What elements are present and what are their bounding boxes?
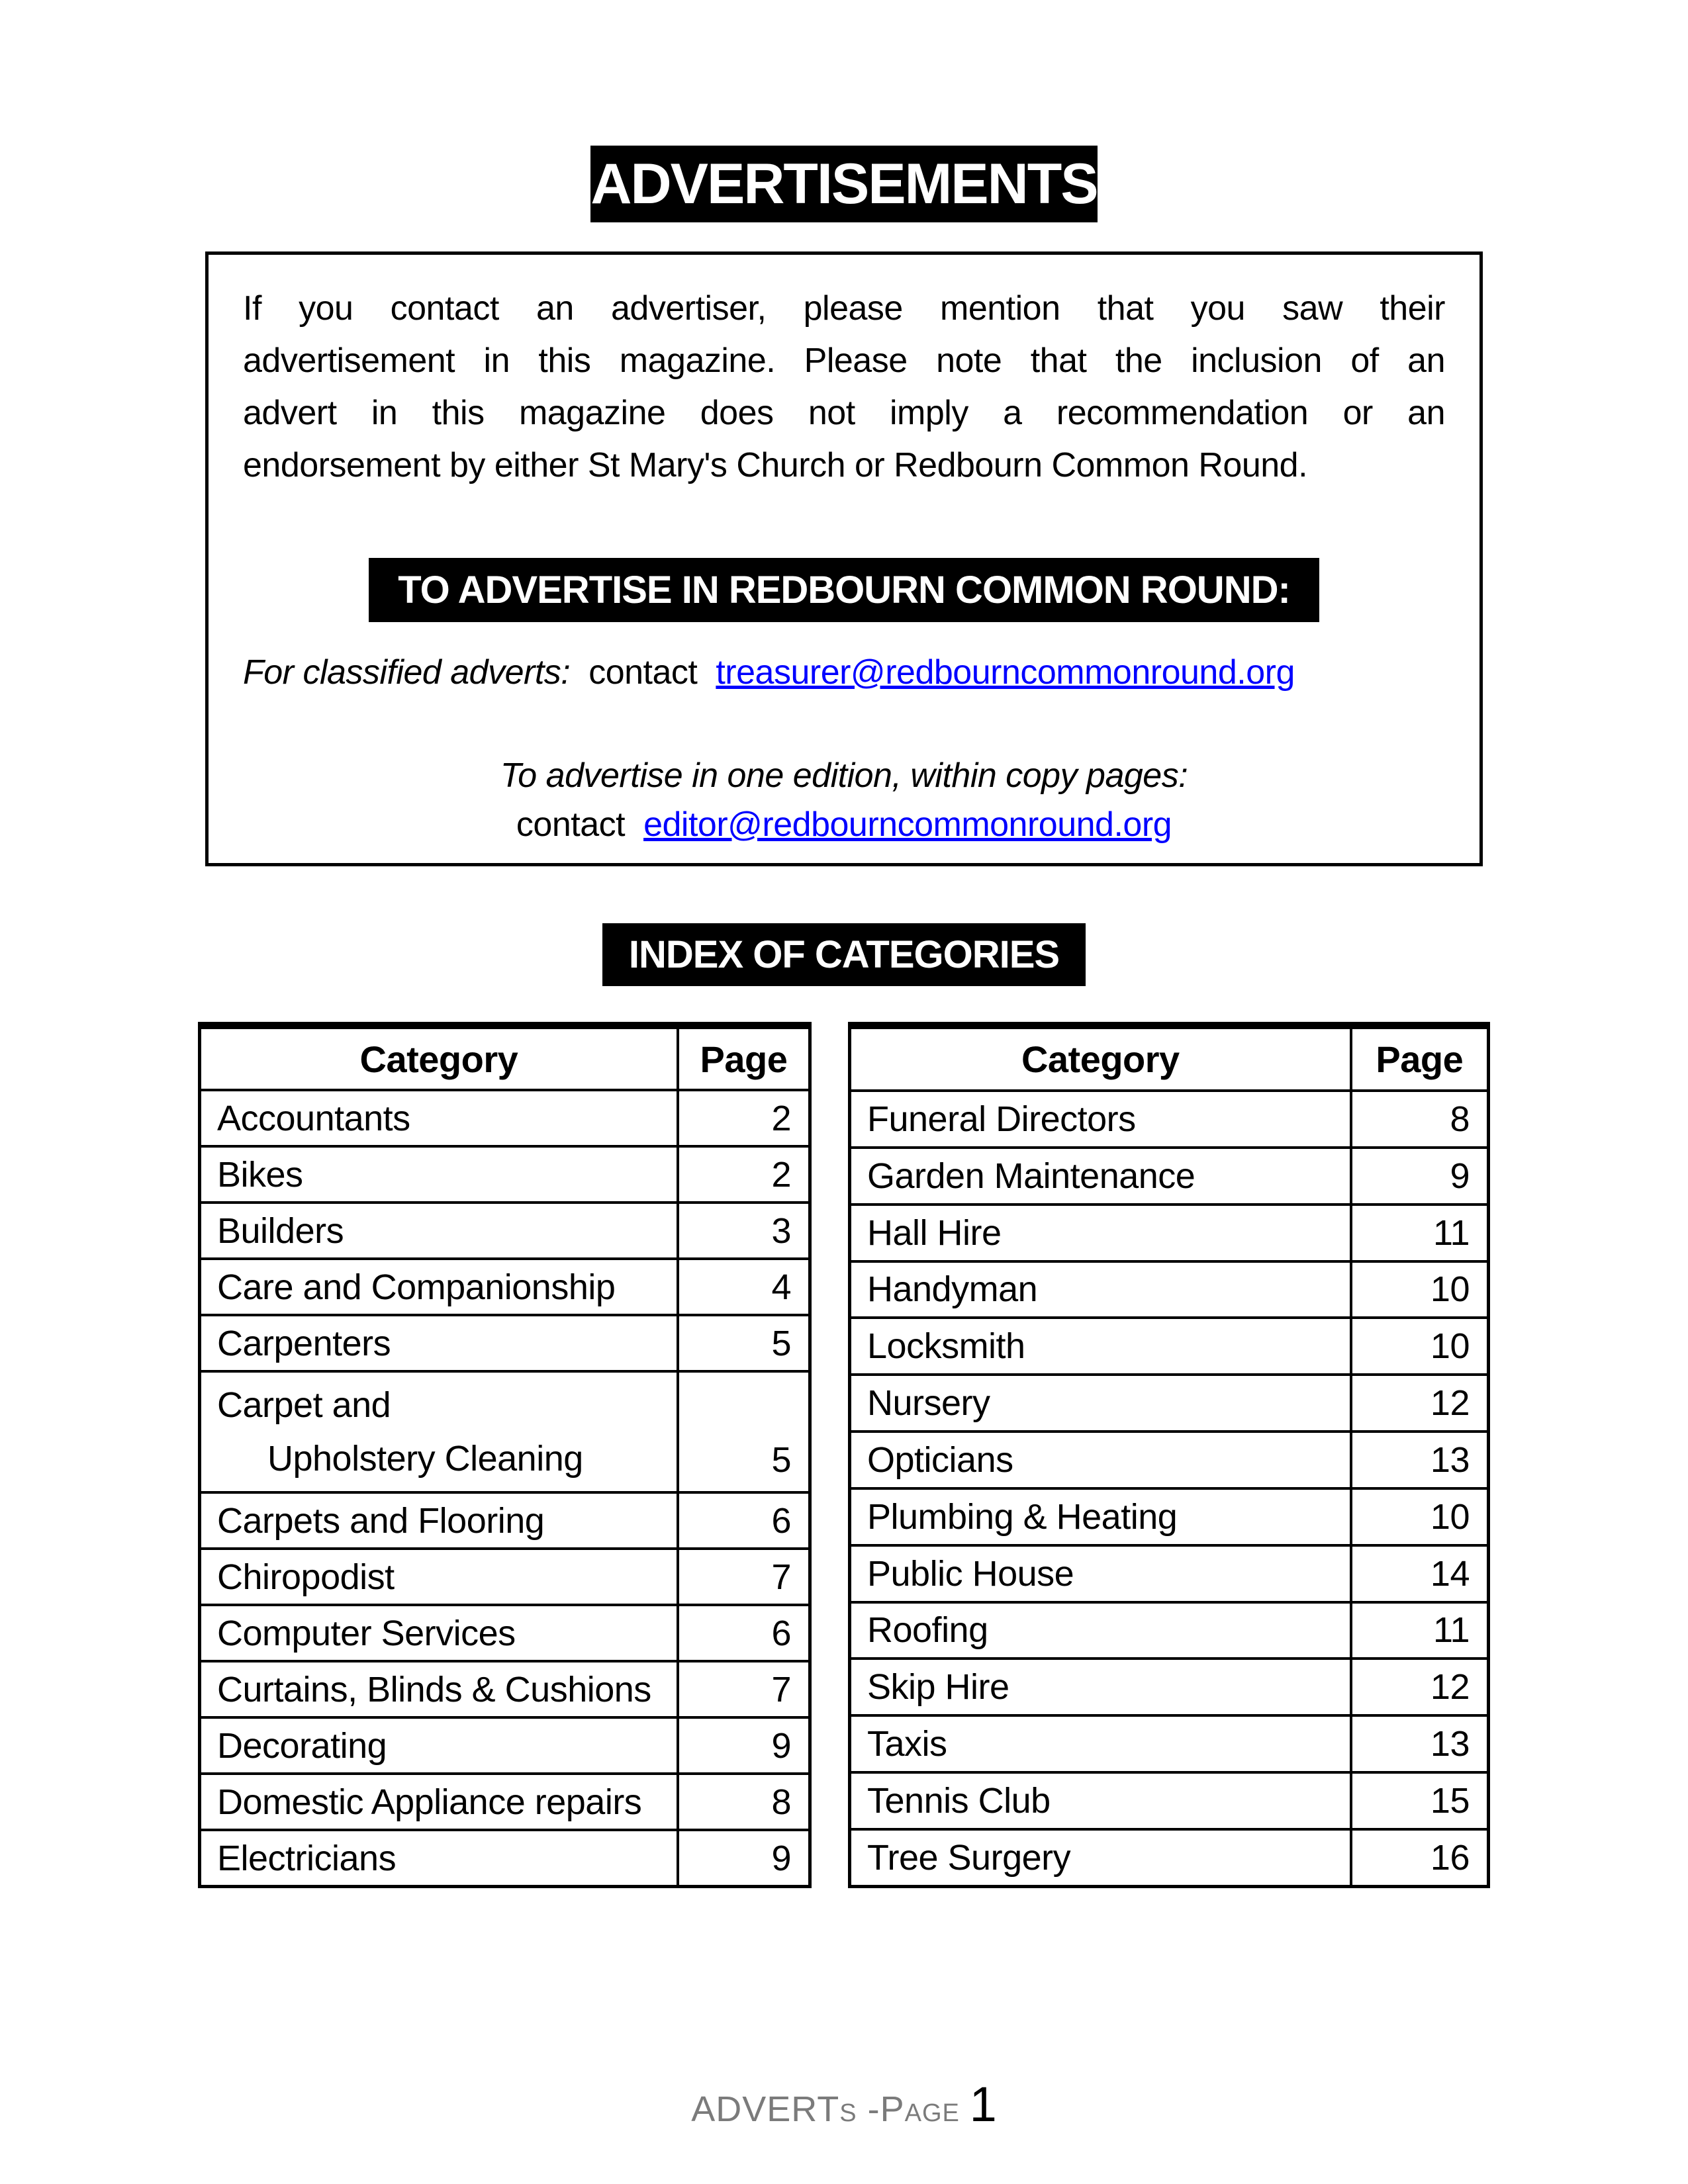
table-row: [850, 1261, 1489, 1318]
index-of-categories-banner: INDEX OF CATEGORIES: [602, 923, 1086, 986]
editor-contact-line: [243, 805, 1445, 844]
table-row: [850, 1829, 1489, 1887]
page-cell: 14: [1351, 1545, 1489, 1602]
category-cell: [200, 1371, 678, 1492]
column-header-category: Category: [200, 1026, 678, 1091]
notice-paragraph-line: endorsement by either St Mary's Church or Redbourn Common Round.: [243, 446, 1308, 484]
column-header-category: Category: [850, 1026, 1351, 1091]
table-row: [200, 1774, 810, 1830]
category-cell: Roofing: [850, 1602, 1351, 1659]
category-table-right: [848, 1022, 1490, 1888]
table-header-row: [200, 1026, 810, 1091]
category-line: Upholstery Cleaning: [267, 1438, 583, 1479]
table-row: [850, 1148, 1489, 1205]
table-header-row: [850, 1026, 1489, 1091]
page-cell: 8: [1351, 1091, 1489, 1148]
page-cell: 10: [1351, 1318, 1489, 1375]
table-row: [200, 1371, 810, 1492]
table-row: [850, 1772, 1489, 1829]
editor-contact-text: contact: [516, 805, 626, 844]
category-cell: Tree Surgery: [850, 1829, 1351, 1887]
page-cell: 10: [1351, 1261, 1489, 1318]
notice-paragraph-line: advert in this magazine does not imply a recommendation or an: [243, 394, 1445, 432]
page-title: ADVERTISEMENTS: [590, 146, 1098, 222]
table-row: [850, 1091, 1489, 1148]
notice-paragraph-line: advertisement in this magazine. Please note that the inclusion of an: [243, 341, 1445, 380]
category-cell: Handyman: [850, 1261, 1351, 1318]
category-cell: Nursery: [850, 1375, 1351, 1432]
table-row: [200, 1492, 810, 1549]
page-cell: 2: [678, 1090, 810, 1146]
category-cell: Care and Companionship: [200, 1259, 678, 1315]
edition-line: To advertise in one edition, within copy pages:: [500, 756, 1188, 795]
column-header-page: Page: [1351, 1026, 1489, 1091]
page-cell: 3: [678, 1203, 810, 1259]
notice-paragraph: [243, 283, 1445, 492]
page-cell: 13: [1351, 1432, 1489, 1488]
category-cell: Hall Hire: [850, 1205, 1351, 1261]
page-cell: 12: [1351, 1659, 1489, 1715]
notice-paragraph-line: If you contact an advertiser, please mention that you saw their: [243, 289, 1445, 328]
table-row: [850, 1715, 1489, 1772]
category-cell: Carpets and Flooring: [200, 1492, 678, 1549]
page-cell: 15: [1351, 1772, 1489, 1829]
category-cell: Locksmith: [850, 1318, 1351, 1375]
column-header-page: Page: [678, 1026, 810, 1091]
page-cell: 9: [678, 1717, 810, 1774]
table-row: [850, 1318, 1489, 1375]
classified-adverts-line: [243, 653, 1445, 692]
category-cell: Funeral Directors: [850, 1091, 1351, 1148]
page-cell: 6: [678, 1492, 810, 1549]
table-row: [850, 1488, 1489, 1545]
page-cell: 13: [1351, 1715, 1489, 1772]
table-row: [850, 1205, 1489, 1261]
advertise-banner: TO ADVERTISE IN REDBOURN COMMON ROUND:: [369, 558, 1319, 622]
category-cell: Chiropodist: [200, 1549, 678, 1605]
category-cell: Public House: [850, 1545, 1351, 1602]
table-row: [850, 1432, 1489, 1488]
classified-adverts-label: For classified adverts:: [243, 653, 571, 692]
category-cell: Decorating: [200, 1717, 678, 1774]
table-row: [200, 1315, 810, 1371]
table-row: [850, 1659, 1489, 1715]
editor-email-link[interactable]: editor@redbourncommonround.org: [643, 805, 1172, 844]
category-cell: Accountants: [200, 1090, 678, 1146]
page-cell: 16: [1351, 1829, 1489, 1887]
category-cell: Curtains, Blinds & Cushions: [200, 1661, 678, 1717]
table-row: [200, 1605, 810, 1661]
page-cell: 7: [678, 1661, 810, 1717]
table-row: [850, 1375, 1489, 1432]
table-row: [850, 1545, 1489, 1602]
category-cell: Electricians: [200, 1830, 678, 1887]
table-row: [200, 1259, 810, 1315]
category-cell: Carpenters: [200, 1315, 678, 1371]
table-row: [200, 1661, 810, 1717]
page-cell: 9: [1351, 1148, 1489, 1205]
footer-label: ADVERTs -Page: [691, 2089, 960, 2129]
page-cell: 9: [678, 1830, 810, 1887]
category-cell: Skip Hire: [850, 1659, 1351, 1715]
notice-box: [205, 251, 1483, 866]
category-table-left: [198, 1022, 812, 1888]
category-cell: Computer Services: [200, 1605, 678, 1661]
classified-contact-text: contact: [588, 653, 698, 692]
page-cell: 11: [1351, 1602, 1489, 1659]
footer-page-number: 1: [969, 2077, 997, 2132]
category-cell: Opticians: [850, 1432, 1351, 1488]
page-footer: [0, 2076, 1688, 2132]
table-row: [200, 1090, 810, 1146]
category-cell: Taxis: [850, 1715, 1351, 1772]
category-line: Carpet and: [217, 1385, 391, 1425]
category-cell: Domestic Appliance repairs: [200, 1774, 678, 1830]
page-cell: 4: [678, 1259, 810, 1315]
table-row: [200, 1717, 810, 1774]
page-cell: 8: [678, 1774, 810, 1830]
category-cell: Garden Maintenance: [850, 1148, 1351, 1205]
page-cell: 6: [678, 1605, 810, 1661]
page-cell: 2: [678, 1146, 810, 1203]
table-row: [200, 1830, 810, 1887]
page-cell: 11: [1351, 1205, 1489, 1261]
page-cell: 10: [1351, 1488, 1489, 1545]
category-cell: Builders: [200, 1203, 678, 1259]
page-cell: 7: [678, 1549, 810, 1605]
table-row: [200, 1146, 810, 1203]
category-cell: Tennis Club: [850, 1772, 1351, 1829]
category-cell: Bikes: [200, 1146, 678, 1203]
table-row: [850, 1602, 1489, 1659]
page-cell: 5: [678, 1315, 810, 1371]
page-cell: 12: [1351, 1375, 1489, 1432]
index-tables: [0, 1022, 1688, 1888]
table-row: [200, 1549, 810, 1605]
page-cell: 5: [678, 1371, 810, 1492]
table-row: [200, 1203, 810, 1259]
category-cell: Plumbing & Heating: [850, 1488, 1351, 1545]
treasurer-email-link[interactable]: treasurer@redbourncommonround.org: [716, 653, 1295, 692]
